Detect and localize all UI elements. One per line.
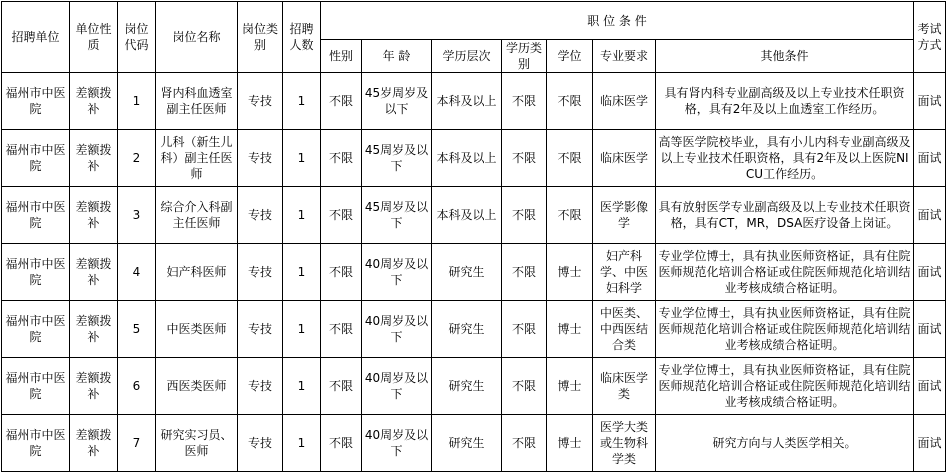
header-position-name: 岗位名称 <box>156 2 238 73</box>
header-age: 年 龄 <box>362 40 432 73</box>
cell-nature: 差额拨补 <box>70 73 118 130</box>
cell-position-name: 西医类医师 <box>156 358 238 415</box>
cell-count: 1 <box>283 358 321 415</box>
cell-edu-level: 研究生 <box>432 244 502 301</box>
cell-exam: 面试 <box>914 358 946 415</box>
cell-nature: 差额拨补 <box>70 358 118 415</box>
cell-major: 医学大类或生物科学类 <box>593 415 656 472</box>
cell-age: 40周岁及以下 <box>362 358 432 415</box>
cell-unit: 福州市中医院 <box>2 244 70 301</box>
cell-nature: 差额拨补 <box>70 130 118 187</box>
cell-major: 妇产科学、中医妇科学 <box>593 244 656 301</box>
cell-category: 专技 <box>238 187 283 244</box>
cell-code: 1 <box>118 73 156 130</box>
cell-age: 45岁周岁及以下 <box>362 73 432 130</box>
header-nature: 单位性质 <box>70 2 118 73</box>
cell-degree: 不限 <box>547 130 593 187</box>
cell-major: 中医类、中西医结合类 <box>593 301 656 358</box>
cell-position-name: 研究实习员、医师 <box>156 415 238 472</box>
cell-count: 1 <box>283 244 321 301</box>
header-major: 专业要求 <box>593 40 656 73</box>
cell-major: 医学影像学 <box>593 187 656 244</box>
cell-exam: 面试 <box>914 415 946 472</box>
cell-category: 专技 <box>238 358 283 415</box>
cell-edu-type: 不限 <box>502 415 547 472</box>
cell-unit: 福州市中医院 <box>2 130 70 187</box>
cell-age: 40周岁及以下 <box>362 244 432 301</box>
cell-edu-level: 本科及以上 <box>432 130 502 187</box>
header-category: 岗位类别 <box>238 2 283 73</box>
cell-code: 5 <box>118 301 156 358</box>
cell-edu-type: 不限 <box>502 73 547 130</box>
cell-edu-type: 不限 <box>502 358 547 415</box>
cell-exam: 面试 <box>914 244 946 301</box>
cell-edu-level: 研究生 <box>432 301 502 358</box>
cell-edu-type: 不限 <box>502 244 547 301</box>
cell-exam: 面试 <box>914 73 946 130</box>
cell-count: 1 <box>283 130 321 187</box>
cell-gender: 不限 <box>321 301 362 358</box>
cell-category: 专技 <box>238 415 283 472</box>
cell-gender: 不限 <box>321 73 362 130</box>
cell-degree: 博士 <box>547 301 593 358</box>
cell-count: 1 <box>283 301 321 358</box>
cell-position-name: 妇产科医师 <box>156 244 238 301</box>
cell-count: 1 <box>283 415 321 472</box>
cell-other: 专业学位博士，具有执业医师资格证，具有住院医师规范化培训合格证或住院医师规范化培训结业考核成绩合格证明。 <box>656 244 914 301</box>
cell-unit: 福州市中医院 <box>2 187 70 244</box>
cell-degree: 博士 <box>547 358 593 415</box>
table-row <box>2 358 946 415</box>
cell-edu-level: 本科及以上 <box>432 187 502 244</box>
cell-code: 4 <box>118 244 156 301</box>
cell-gender: 不限 <box>321 130 362 187</box>
cell-edu-level: 本科及以上 <box>432 73 502 130</box>
header-count: 招聘人数 <box>283 2 321 73</box>
cell-degree: 博士 <box>547 415 593 472</box>
cell-age: 40周岁及以下 <box>362 301 432 358</box>
header-edu-level: 学历层次 <box>432 40 502 73</box>
cell-age: 45周岁及以下 <box>362 130 432 187</box>
table-row <box>2 244 946 301</box>
cell-unit: 福州市中医院 <box>2 73 70 130</box>
cell-count: 1 <box>283 73 321 130</box>
cell-category: 专技 <box>238 244 283 301</box>
header-conditions: 职 位 条 件 <box>321 2 914 40</box>
cell-nature: 差额拨补 <box>70 301 118 358</box>
cell-position-name: 肾内科血透室副主任医师 <box>156 73 238 130</box>
cell-major: 临床医学 <box>593 130 656 187</box>
header-other: 其他条件 <box>656 40 914 73</box>
table-row <box>2 130 946 187</box>
cell-category: 专技 <box>238 130 283 187</box>
cell-degree: 不限 <box>547 187 593 244</box>
header-code: 岗位代码 <box>118 2 156 73</box>
cell-position-name: 综合介入科副主任医师 <box>156 187 238 244</box>
cell-edu-type: 不限 <box>502 301 547 358</box>
cell-code: 2 <box>118 130 156 187</box>
cell-count: 1 <box>283 187 321 244</box>
cell-other: 高等医学院校毕业，具有小儿内科专业副高级及以上专业技术任职资格，具有2年及以上医院NICU工作经历。 <box>656 130 914 187</box>
cell-exam: 面试 <box>914 187 946 244</box>
cell-age: 40周岁及以下 <box>362 415 432 472</box>
cell-position-name: 中医类医师 <box>156 301 238 358</box>
recruitment-table <box>1 1 946 472</box>
header-unit: 招聘单位 <box>2 2 70 73</box>
cell-gender: 不限 <box>321 187 362 244</box>
cell-nature: 差额拨补 <box>70 187 118 244</box>
cell-gender: 不限 <box>321 358 362 415</box>
cell-other: 专业学位博士，具有执业医师资格证，具有住院医师规范化培训合格证或住院医师规范化培训结业考核成绩合格证明。 <box>656 301 914 358</box>
cell-code: 3 <box>118 187 156 244</box>
header-gender: 性别 <box>321 40 362 73</box>
cell-edu-type: 不限 <box>502 130 547 187</box>
cell-code: 6 <box>118 358 156 415</box>
cell-exam: 面试 <box>914 130 946 187</box>
cell-major: 临床医学 <box>593 73 656 130</box>
cell-edu-level: 研究生 <box>432 415 502 472</box>
cell-category: 专技 <box>238 301 283 358</box>
cell-other: 专业学位博士，具有执业医师资格证，具有住院医师规范化培训合格证或住院医师规范化培训结业考核成绩合格证明。 <box>656 358 914 415</box>
cell-other: 具有放射医学专业副高级及以上专业技术任职资格，具有CT，MR，DSA医疗设备上岗证。 <box>656 187 914 244</box>
cell-unit: 福州市中医院 <box>2 358 70 415</box>
header-degree: 学位 <box>547 40 593 73</box>
cell-age: 45周岁及以下 <box>362 187 432 244</box>
table-row <box>2 187 946 244</box>
cell-edu-level: 研究生 <box>432 358 502 415</box>
header-edu-type: 学历类别 <box>502 40 547 73</box>
cell-unit: 福州市中医院 <box>2 301 70 358</box>
cell-position-name: 儿科（新生儿科）副主任医师 <box>156 130 238 187</box>
table-row <box>2 301 946 358</box>
table-row <box>2 73 946 130</box>
cell-degree: 博士 <box>547 244 593 301</box>
cell-other: 具有肾内科专业副高级及以上专业技术任职资格，具有2年及以上血透室工作经历。 <box>656 73 914 130</box>
header-exam: 考试方式 <box>914 2 946 73</box>
cell-unit: 福州市中医院 <box>2 415 70 472</box>
header-row-1 <box>2 2 946 40</box>
cell-nature: 差额拨补 <box>70 244 118 301</box>
cell-other: 研究方向与人类医学相关。 <box>656 415 914 472</box>
cell-gender: 不限 <box>321 415 362 472</box>
cell-exam: 面试 <box>914 301 946 358</box>
cell-code: 7 <box>118 415 156 472</box>
cell-category: 专技 <box>238 73 283 130</box>
cell-degree: 不限 <box>547 73 593 130</box>
table-row <box>2 415 946 472</box>
cell-nature: 差额拨补 <box>70 415 118 472</box>
cell-edu-type: 不限 <box>502 187 547 244</box>
cell-major: 临床医学类 <box>593 358 656 415</box>
cell-gender: 不限 <box>321 244 362 301</box>
